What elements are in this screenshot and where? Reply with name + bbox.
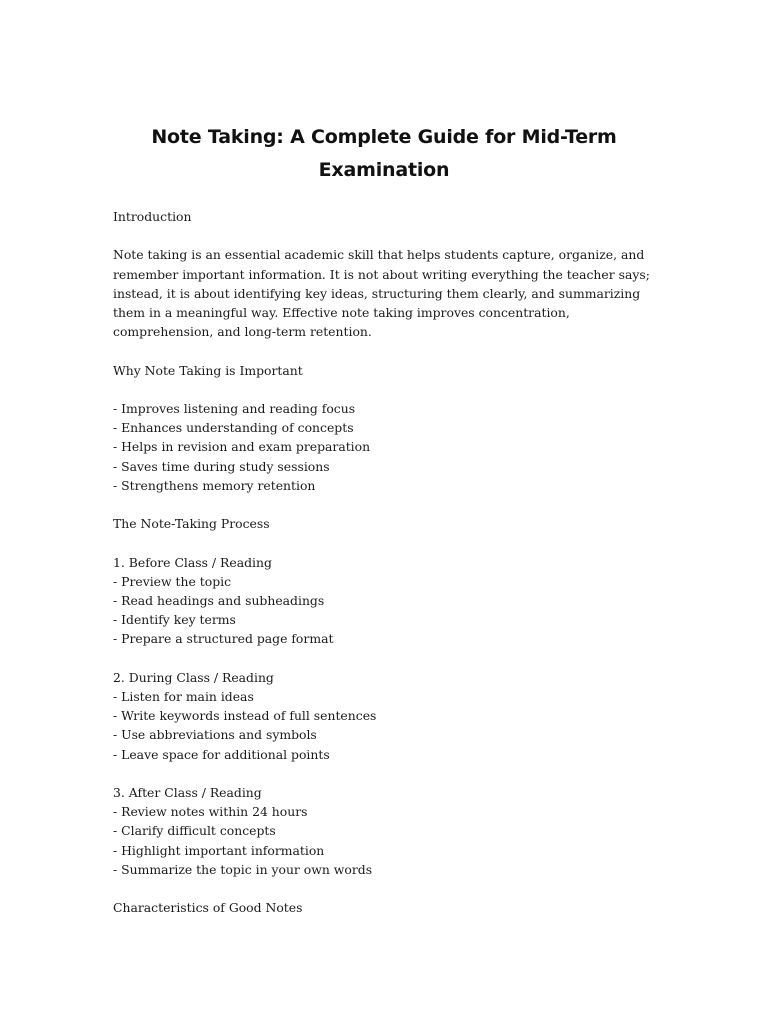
before-section [113,553,658,649]
during-list-item: - Write keywords instead of full sentences [113,708,377,724]
why-list [113,399,658,495]
during-list-item: - Leave space for additional points [113,746,330,762]
before-list-item: - Preview the topic [113,573,232,589]
before-list-item: - Identify key terms [113,612,236,628]
after-list-item: - Clarify difficult concepts [113,823,276,839]
after-heading: 3. After Class / Reading [113,784,262,800]
why-list-item: - Improves listening and reading focus [113,400,356,416]
after-list-item: - Review notes within 24 hours [113,804,308,820]
during-list-item: - Listen for main ideas [113,688,254,704]
characteristics-heading: Characteristics of Good Notes [113,900,303,916]
after-section [113,783,658,879]
why-list-item: - Saves time during study sessions [113,458,330,474]
after-list-item: - Highlight important information [113,842,325,858]
why-heading: Why Note Taking is Important [113,362,303,378]
before-list-item: - Prepare a structured page format [113,631,334,647]
before-heading: 1. Before Class / Reading [113,554,272,570]
after-list-item: - Summarize the topic in your own words [113,861,373,877]
introduction-paragraph: Note taking is an essential academic skill that helps students capture, organize, and remember important information. It is not about writing everything the teacher says; instead, it is about identifying key ideas, structuring them clearly, and summarizing them in a meaningful way. Effective note taking improves concentration, comprehension, and long-term retention. [113,247,650,340]
during-section [113,668,658,764]
why-list-item: - Strengthens memory retention [113,477,316,493]
before-list-item: - Read headings and subheadings [113,592,325,608]
document-title: Note Taking: A Complete Guide for Mid-Term Examination [151,126,617,181]
process-heading: The Note-Taking Process [113,516,270,532]
why-list-item: - Helps in revision and exam preparation [113,439,371,455]
why-list-item: - Enhances understanding of concepts [113,420,354,436]
during-heading: 2. During Class / Reading [113,669,274,685]
document-body [113,207,658,937]
introduction-heading: Introduction [113,209,192,224]
during-list-item: - Use abbreviations and symbols [113,727,317,743]
